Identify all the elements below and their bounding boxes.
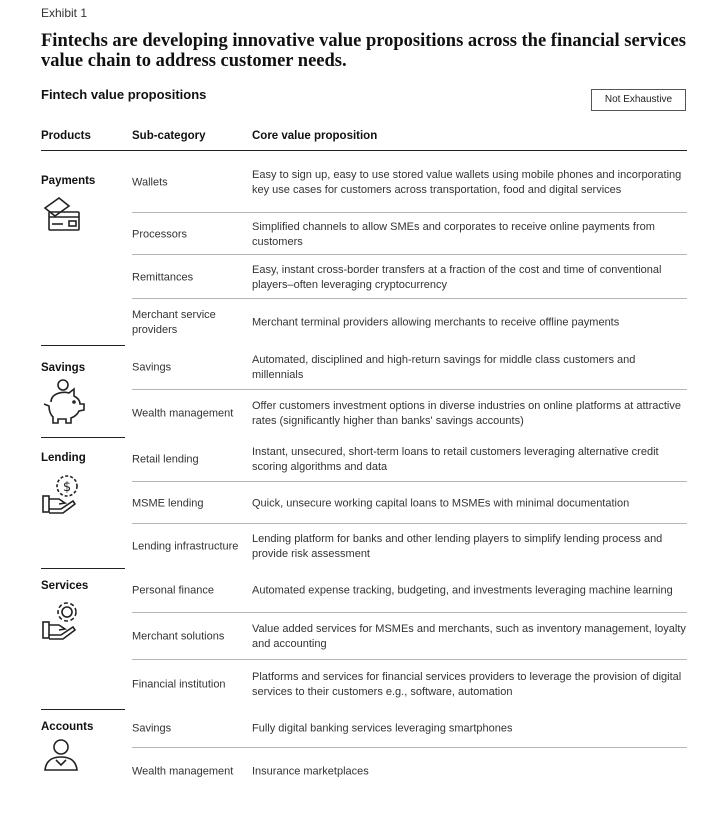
subcategory-cell: Wealth management [132, 765, 234, 778]
table-subtitle: Fintech value propositions [41, 87, 207, 102]
product-savings: Savings [41, 362, 86, 374]
value-proposition-cell: Lending platform for banks and other lending players to simplify lending process and provide risk assessment [252, 532, 663, 560]
row-divider [132, 389, 687, 390]
row-divider [132, 659, 687, 660]
row-divider [132, 254, 687, 255]
value-proposition-cell: Automated expense tracking, budgeting, and investments leveraging machine learning [252, 584, 673, 597]
product-divider [41, 709, 125, 710]
product-accounts: Accounts [41, 721, 94, 733]
subcategory-cell: Savings [132, 361, 172, 374]
value-proposition-cell: Simplified channels to allow SMEs and corporates to receive online payments from customers [252, 220, 655, 248]
value-proposition-cell: Quick, unsecure working capital loans to MSMEs with minimal documentation [252, 497, 630, 509]
row-divider [132, 481, 687, 482]
header-core-value: Core value proposition [252, 130, 378, 142]
table-row [132, 256, 687, 299]
product-services: Services [41, 580, 89, 592]
card-payment-icon [41, 194, 85, 239]
value-proposition-cell: Insurance marketplaces [252, 765, 369, 778]
value-proposition-cell: Fully digital banking services leveraging smartphones [252, 722, 513, 735]
value-proposition-cell: Easy, instant cross-border transfers at a fraction of the cost and time of conventional players–often leveraging cryptocurrency [252, 263, 662, 291]
value-proposition-cell: Merchant terminal providers allowing merchants to receive offline payments [252, 316, 620, 328]
product-divider [41, 437, 125, 438]
subcategory-cell: Remittances [132, 271, 194, 283]
svg-text:$: $ [62, 480, 72, 495]
header-divider [41, 150, 687, 151]
subcategory-cell: Wealth management [132, 407, 234, 420]
table-row [132, 614, 687, 660]
value-proposition-cell: Easy to sign up, easy to use stored value wallets using mobile phones and incorporating key use cases for customers across transportation, food and digital services [252, 168, 682, 196]
hand-gear-icon [41, 598, 87, 647]
table-row [132, 661, 687, 709]
subcategory-cell: Processors [132, 228, 188, 240]
subcategory-cell: Retail lending [132, 453, 199, 466]
table-row [132, 152, 687, 213]
product-divider [41, 568, 125, 569]
subcategory-cell: Personal finance [132, 584, 214, 597]
not-exhaustive-badge: Not Exhaustive [591, 89, 686, 111]
subcategory-cell: Lending infrastructure [132, 540, 239, 552]
subcategory-cell: Merchant solutions [132, 630, 225, 643]
page-title: Fintechs are developing innovative value propositions across the financial services value chain to address customer needs. [41, 31, 686, 71]
product-divider [41, 345, 125, 346]
table-row [132, 525, 687, 568]
subcategory-cell: MSME lending [132, 497, 204, 509]
table-row [132, 710, 687, 748]
exhibit-label: Exhibit 1 [41, 6, 88, 20]
table-row [132, 300, 687, 345]
subcategory-cell: Financial institution [132, 678, 226, 691]
header-products: Products [41, 130, 91, 142]
table-row [132, 438, 687, 482]
subcategory-cell: Merchant service providers [132, 308, 216, 336]
product-payments: Payments [41, 175, 96, 187]
table-row [132, 749, 687, 795]
row-divider [132, 523, 687, 524]
value-proposition-cell: Automated, disciplined and high-return savings for middle class customers and millennials [252, 354, 636, 381]
row-divider [132, 747, 687, 748]
row-divider [132, 212, 687, 213]
product-lending: Lending [41, 452, 86, 464]
subcategory-cell: Savings [132, 722, 172, 735]
hand-coin-icon [41, 472, 87, 521]
row-divider [132, 298, 687, 299]
value-proposition-cell: Instant, unsecured, short-term loans to retail customers leveraging alternative credit scoring algorithms and data [252, 446, 659, 473]
table-row [132, 391, 687, 437]
subcategory-cell: Wallets [132, 176, 168, 188]
value-proposition-cell: Offer customers investment options in diverse industries on online platforms at attractive rates (significantly higher than banks' savings accounts) [252, 400, 681, 427]
table-row [132, 483, 687, 524]
person-icon [41, 738, 85, 779]
row-divider [132, 612, 687, 613]
value-proposition-cell: Platforms and services for financial services providers to leverage the provision of digital services to their customers e.g., software, automation [252, 671, 682, 698]
value-proposition-cell: Value added services for MSMEs and merchants, such as inventory management, loyalty and accounting [252, 623, 686, 650]
table-row [132, 214, 687, 255]
piggy-bank-icon [41, 378, 87, 431]
table-row [132, 569, 687, 613]
table-row [132, 346, 687, 390]
header-subcategory: Sub-category [132, 130, 206, 142]
